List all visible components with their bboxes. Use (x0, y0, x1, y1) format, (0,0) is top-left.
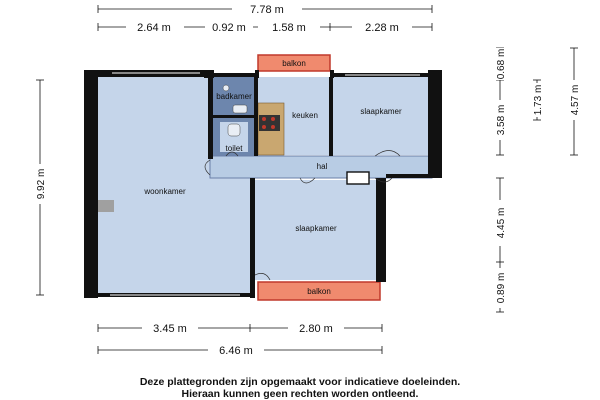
stove-icon (259, 115, 280, 131)
shaft (98, 200, 114, 212)
room-label-slaapkamer-bottom: slaapkamer (295, 224, 337, 233)
room-label-balkon-top: balkon (282, 59, 306, 68)
room-label-slaapkamer-top: slaapkamer (360, 107, 402, 116)
toilet-icon (228, 124, 240, 136)
dimension-vertical: 0.89 m (496, 272, 507, 304)
dimension-vertical: 1.73 m (533, 84, 544, 116)
dimension-segment: 2.28 m (365, 22, 399, 34)
dimension-vertical: 0.68 m (496, 48, 507, 80)
dimension-total-width: 7.78 m (250, 4, 284, 16)
room-label-hal: hal (316, 162, 328, 171)
dimension-total-width-bottom: 6.46 m (219, 345, 253, 357)
sink-icon (233, 105, 247, 113)
room-label-toilet: toilet (225, 144, 243, 153)
room-label-badkamer: badkamer (216, 92, 252, 101)
dimension-segment: 0.92 m (212, 22, 246, 34)
room-woonkamer (98, 77, 210, 295)
dimension-vertical: 4.45 m (496, 207, 507, 239)
disclaimer-line-1: Deze plattegronden zijn opgemaakt voor indicatieve doeleinden. (139, 376, 461, 388)
disclaimer-line-2: Hieraan kunnen geen rechten worden ontleend. (181, 388, 419, 400)
room-label-keuken: keuken (292, 111, 318, 120)
room-slaapkamer-top (333, 77, 428, 155)
shower-icon (223, 85, 229, 91)
dimension-total-height: 9.92 m (36, 168, 47, 200)
dimension-vertical: 3.58 m (496, 104, 507, 136)
room-label-balkon-bottom: balkon (307, 287, 331, 296)
dimension-segment: 1.58 m (272, 22, 306, 34)
room-label-woonkamer: woonkamer (144, 187, 186, 196)
closet (347, 172, 369, 184)
dimension-segment: 2.80 m (299, 323, 333, 335)
dimension-segment: 2.64 m (137, 22, 171, 34)
dimension-vertical: 4.57 m (570, 84, 581, 116)
dimension-segment: 3.45 m (153, 323, 187, 335)
